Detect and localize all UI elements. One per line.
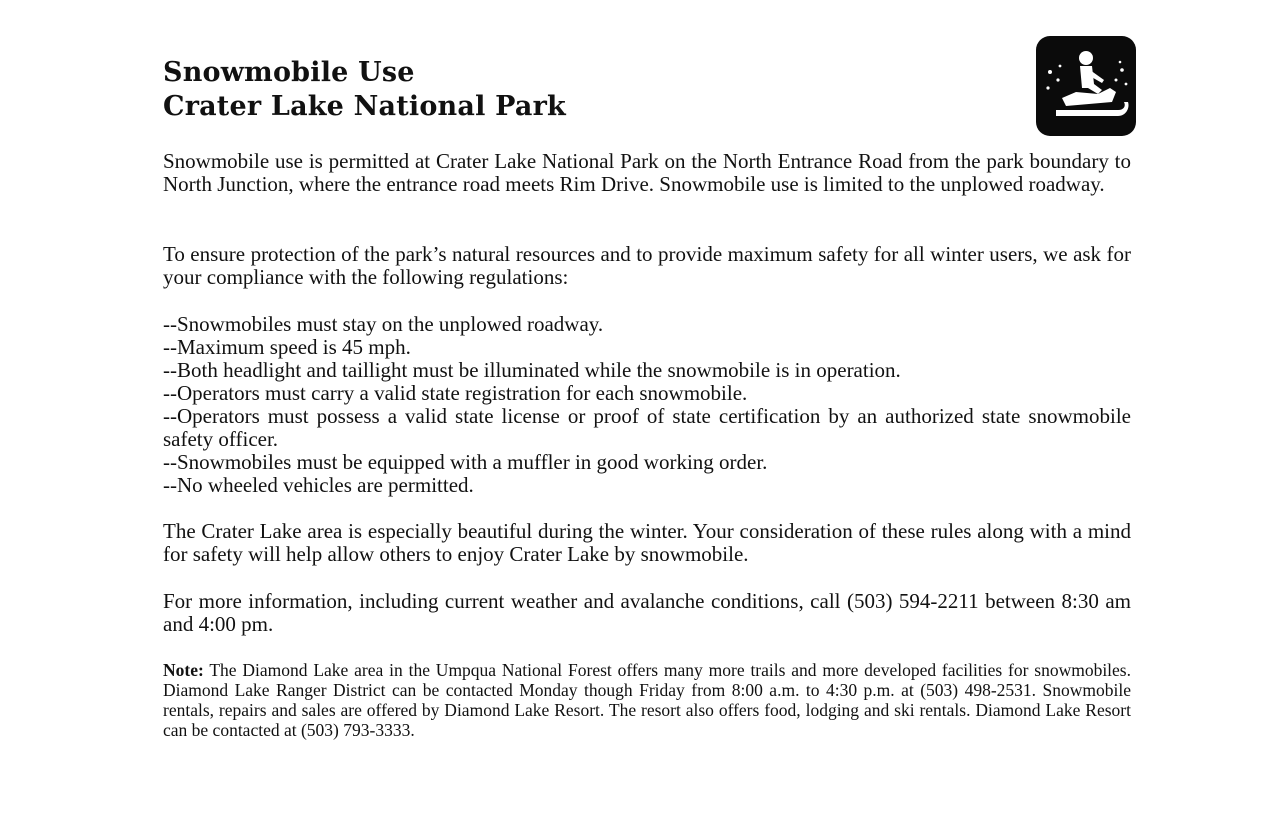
title-line-1: Snowmobile Use [163, 57, 415, 88]
intro-paragraph: Snowmobile use is permitted at Crater Lake National Park on the North Entrance Road from the park boundary to North Junction, where the entrance road meets Rim Drive. Snowmobile use is limited to the unplowed roadway. [163, 149, 1131, 196]
regulation-item: --Snowmobiles must stay on the unplowed roadway. [163, 312, 604, 336]
note-text: The Diamond Lake area in the Umpqua National Forest offers many more trails and more developed facilities for snowmobiles. Diamond Lake Ranger District can be contacted Monday though Friday from 8:00 a.m. to 4:30 p.m. at (503) 498-2531. Snowmobile rentals, repairs and sales are offered by Diamond Lake Resort. The resort also offers food, lodging and ski rentals. Diamond Lake Resort can be contacted at (503) 793-3333. [163, 660, 1131, 740]
document-page [163, 56, 1131, 740]
note-label: Note: [163, 660, 204, 680]
contact-info-paragraph: For more information, including current weather and avalanche conditions, call (503) 594-2211 between 8:30 am and 4:00 pm. [163, 589, 1131, 636]
regulation-item: --Both headlight and taillight must be illuminated while the snowmobile is in operation. [163, 358, 901, 382]
regulation-item: --No wheeled vehicles are permitted. [163, 473, 474, 497]
snowmobile-icon-graphic [1036, 36, 1136, 136]
title-line-2: Crater Lake National Park [163, 91, 566, 122]
regulation-item: --Maximum speed is 45 mph. [163, 335, 411, 359]
compliance-paragraph: To ensure protection of the park’s natural resources and to provide maximum safety for all winter users, we ask for your compliance with the following regulations: [163, 242, 1131, 289]
page-title [163, 56, 1131, 124]
regulation-item: --Operators must carry a valid state registration for each snowmobile. [163, 381, 748, 405]
regulation-item: --Operators must possess a valid state license or proof of state certification by an authorized state snowmobile safety officer. [163, 404, 1131, 451]
note-paragraph [163, 660, 1131, 740]
regulations-list [163, 313, 1131, 497]
regulation-item: --Snowmobiles must be equipped with a muffler in good working order. [163, 450, 768, 474]
closing-paragraph: The Crater Lake area is especially beautiful during the winter. Your consideration of these rules along with a mind for safety will help allow others to enjoy Crater Lake by snowmobile. [163, 519, 1131, 566]
snowmobile-icon [1036, 36, 1136, 136]
